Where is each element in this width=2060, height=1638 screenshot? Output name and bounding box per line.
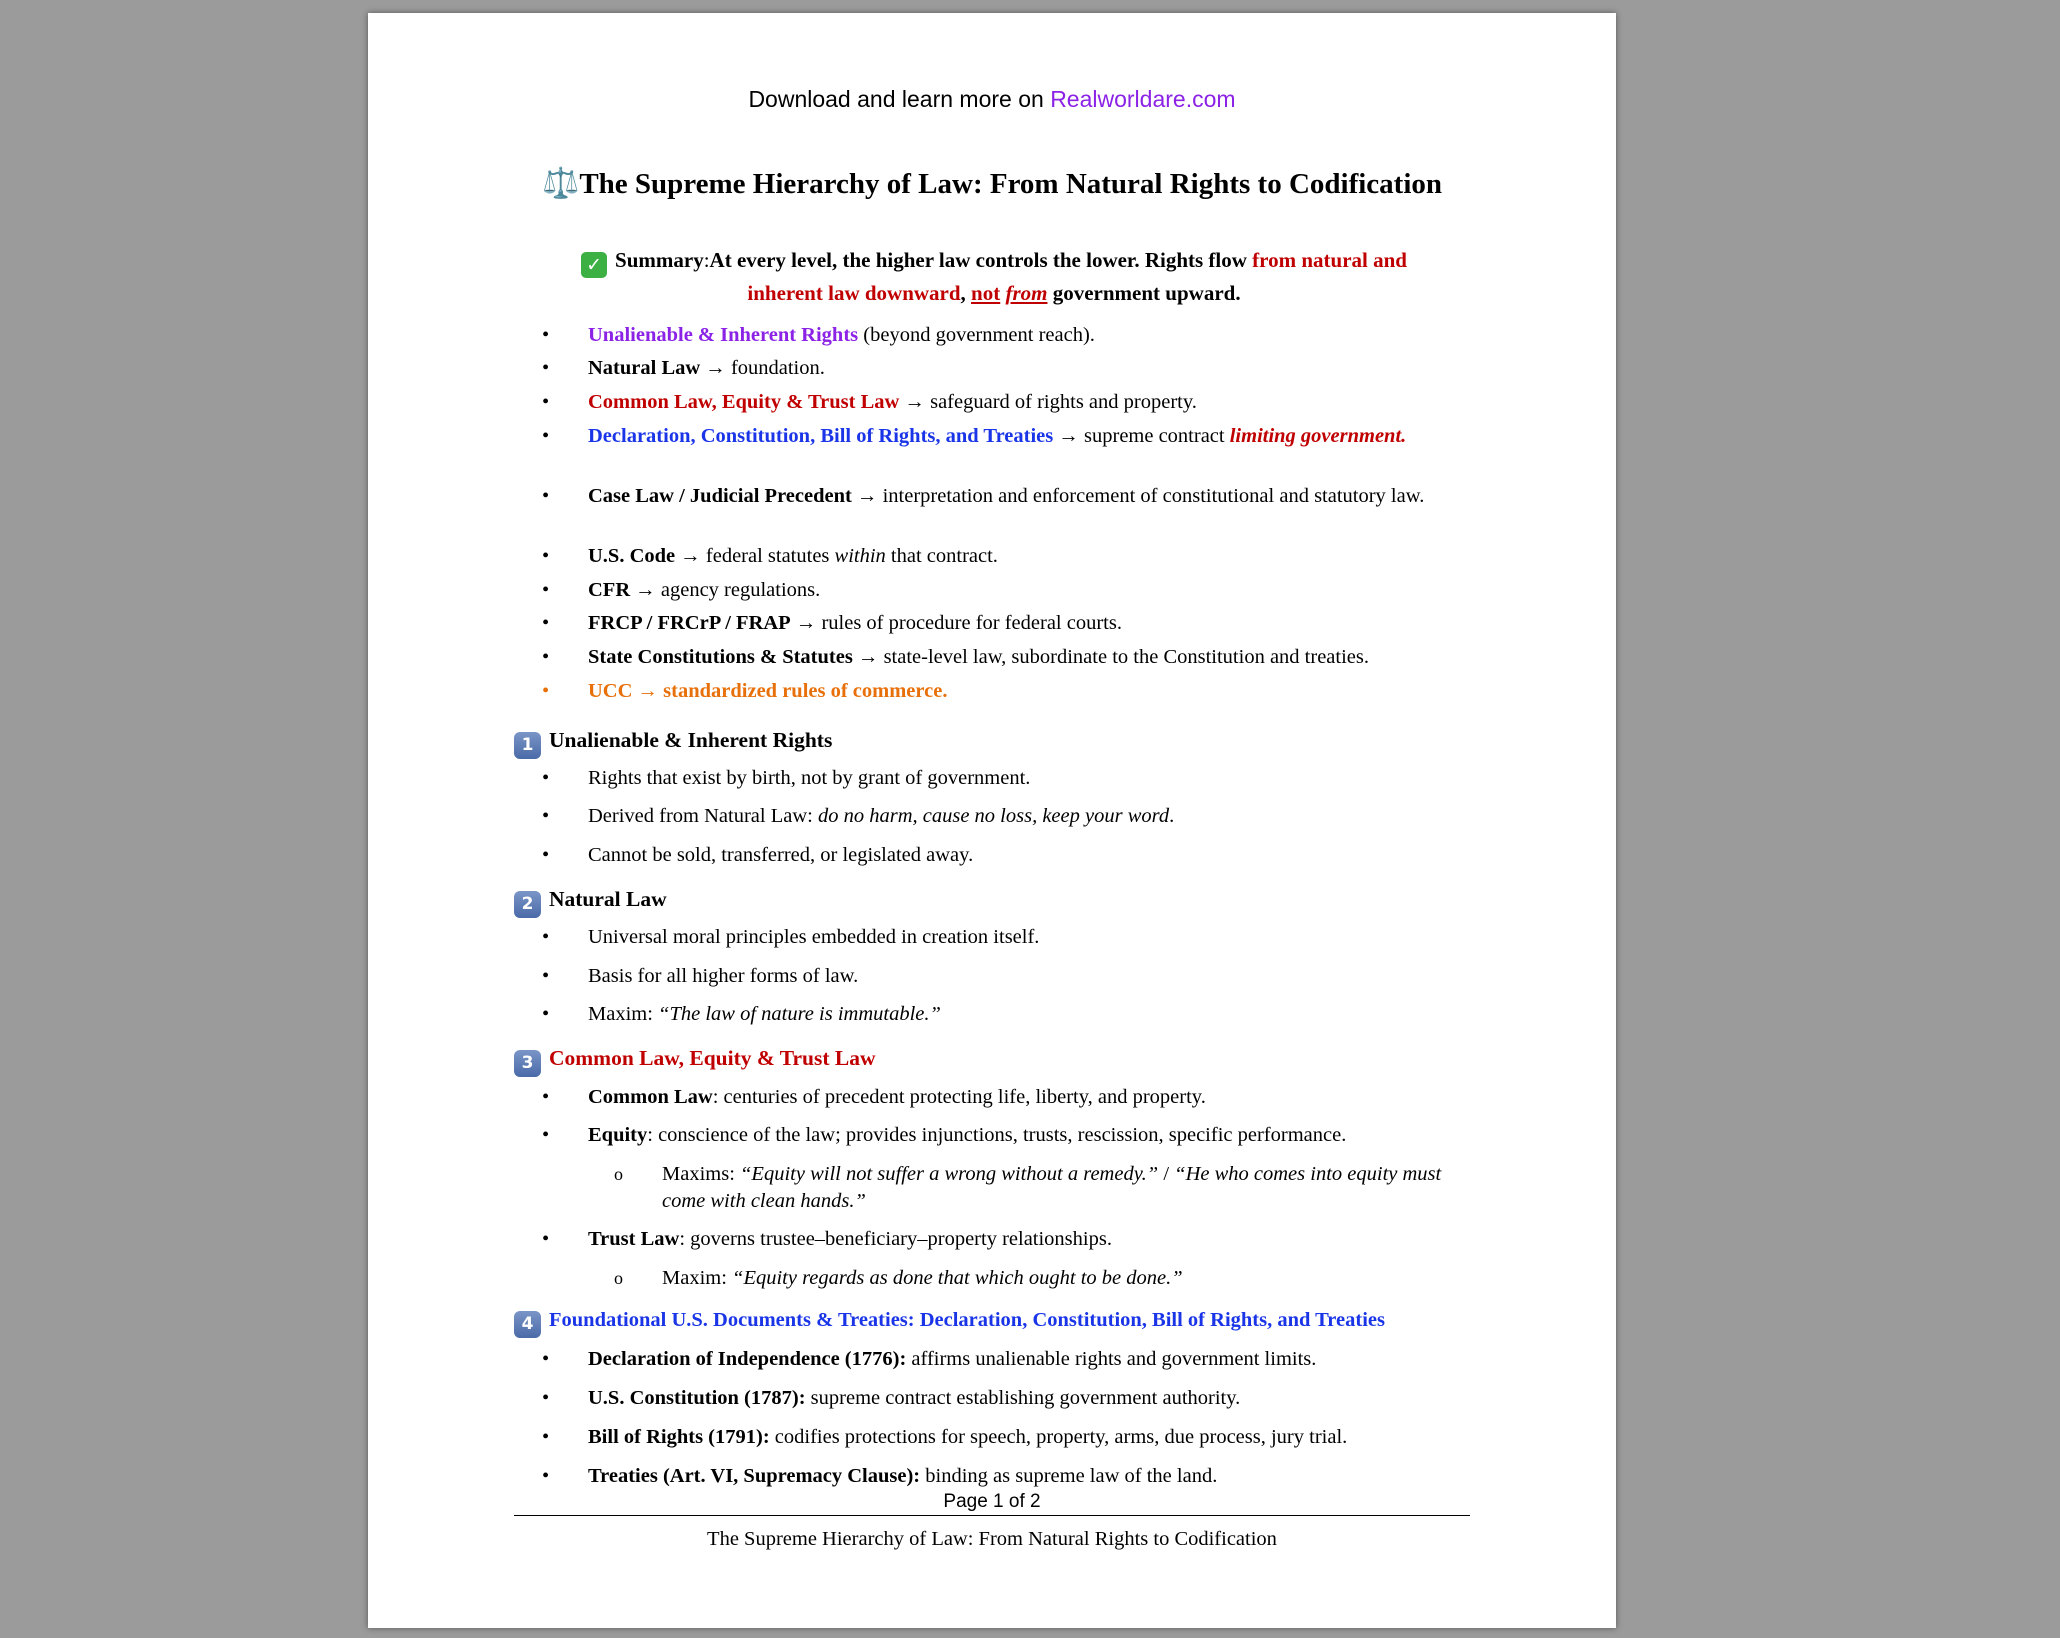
list-item (542, 963, 1468, 990)
list-item (542, 1122, 1468, 1149)
list-item (542, 765, 1468, 792)
list-item (542, 483, 1478, 510)
section-heading-4 (514, 1309, 1385, 1338)
list-item (542, 423, 1428, 450)
document-page (368, 13, 1616, 1628)
item-term: Bill of Rights (1791): (588, 1426, 770, 1448)
item-text: → federal statutes (675, 545, 835, 567)
item-text: affirms unalienable rights and government limits. (906, 1348, 1317, 1370)
list-item (542, 1385, 1468, 1412)
item-text: Universal moral principles embedded in creation itself. (588, 926, 1040, 948)
item-text: → rules of procedure for federal courts. (790, 612, 1122, 634)
list-item (542, 1463, 1468, 1490)
item-separator: / (1158, 1163, 1175, 1185)
summary-from: from (1005, 281, 1048, 305)
bullet-icon: • (542, 1003, 550, 1025)
list-item (542, 842, 1468, 869)
item-term: Unalienable & Inherent Rights (588, 324, 859, 346)
item-emphasis: “The law of nature is immutable.” (658, 1003, 941, 1025)
item-text: : centuries of precedent protecting life, liberty, and property. (712, 1086, 1206, 1108)
list-item (542, 803, 1468, 830)
item-term: Case Law / Judicial Precedent (588, 485, 852, 507)
page-number: Page 1 of 2 (943, 1491, 1041, 1512)
item-text-end: . (1169, 805, 1175, 827)
bullet-icon: • (542, 1228, 550, 1250)
item-term: U.S. Constitution (1787): (588, 1387, 806, 1409)
bullet-icon: • (542, 1086, 550, 1108)
bullet-icon: • (542, 1387, 550, 1409)
keycap-2-icon: 2 (514, 891, 541, 918)
item-term: Treaties (Art. VI, Supremacy Clause): (588, 1465, 921, 1487)
list-item (542, 644, 1478, 671)
list-item (542, 1226, 1468, 1253)
bullet-icon: • (542, 1124, 550, 1146)
item-term: Declaration, Constitution, Bill of Rights, and Treaties (588, 425, 1054, 447)
document-title (514, 166, 1470, 201)
item-term: State Constitutions & Statutes (588, 646, 853, 668)
list-item (542, 577, 1468, 604)
bullet-icon: • (542, 680, 550, 702)
bullet-icon: • (542, 1465, 550, 1487)
item-text: → state-level law, subordinate to the Constitution and treaties. (852, 646, 1369, 668)
item-text: : governs trustee–beneficiary–property relationships. (679, 1228, 1112, 1250)
item-text: (beyond government reach). (858, 324, 1095, 346)
bullet-icon: • (542, 357, 550, 379)
keycap-4-icon: 4 (514, 1311, 541, 1338)
item-term: Equity (588, 1124, 648, 1146)
bullet-icon: • (542, 579, 550, 601)
item-text: → foundation. (700, 357, 825, 379)
item-text: binding as supreme law of the land. (920, 1465, 1218, 1487)
keycap-1-icon: 1 (514, 732, 541, 759)
item-term: FRCP / FRCrP / FRAP (588, 612, 791, 634)
list-item (542, 1346, 1468, 1373)
item-text: → safeguard of rights and property. (899, 391, 1197, 413)
item-emphasis: within (834, 545, 886, 567)
bullet-icon: • (542, 425, 550, 447)
item-emphasis: limiting government. (1229, 425, 1407, 447)
bullet-icon: • (542, 1348, 550, 1370)
item-term: UCC → standardized rules of commerce. (588, 680, 948, 702)
keycap-3-icon: 3 (514, 1050, 541, 1077)
bullet-icon: • (542, 612, 550, 634)
item-text: → supreme contract (1053, 425, 1230, 447)
summary-end: government upward. (1047, 281, 1241, 305)
item-text: Maxim: (588, 1003, 659, 1025)
item-text: supreme contract establishing government authority. (805, 1387, 1241, 1409)
item-term: Common Law (588, 1086, 713, 1108)
check-mark-icon: ✓ (581, 252, 607, 278)
item-term: Common Law, Equity & Trust Law (588, 391, 900, 413)
bullet-icon: • (542, 324, 550, 346)
sub-bullet-icon: o (614, 1164, 623, 1184)
item-text: → agency regulations. (630, 579, 821, 601)
bullet-icon: • (542, 844, 550, 866)
item-text: Maxim: (662, 1267, 733, 1289)
list-item (542, 1084, 1468, 1111)
page-footer: The Supreme Hierarchy of Law: From Natural Rights to Codification (707, 1528, 1277, 1550)
item-term: CFR (588, 579, 631, 601)
bullet-icon: • (542, 965, 550, 987)
sub-bullet-icon: o (614, 1268, 623, 1288)
summary-highlight: from natural and inherent law downward (747, 248, 1407, 305)
download-text: Download and learn more on (748, 86, 1051, 112)
sub-list-item (614, 1161, 1472, 1215)
bullet-icon: • (542, 646, 550, 668)
bullet-icon: • (542, 1426, 550, 1448)
list-item (542, 1001, 1468, 1028)
list-item (542, 322, 1468, 349)
item-text: Basis for all higher forms of law. (588, 965, 859, 987)
summary (544, 245, 1444, 308)
bullet-icon: • (542, 805, 550, 827)
download-link[interactable]: Realworldare.com (1050, 86, 1236, 112)
section-heading-1 (514, 728, 832, 759)
item-text: codifies protections for speech, property, arms, due process, jury trial. (769, 1426, 1348, 1448)
item-emphasis-2: “He who comes into equity must come with clean hands.” (662, 1163, 1442, 1212)
bullet-icon: • (542, 545, 550, 567)
item-text: : conscience of the law; provides injunctions, trusts, rescission, specific performance. (647, 1124, 1347, 1146)
item-emphasis: do no harm, cause no loss, keep your word (817, 805, 1170, 827)
list-item (542, 543, 1468, 570)
item-text: Rights that exist by birth, not by grant of government. (588, 767, 1031, 789)
section-title: Natural Law (549, 887, 667, 911)
section-heading-2 (514, 887, 667, 918)
item-text: Maxims: (662, 1163, 741, 1185)
section-title: Unalienable & Inherent Rights (549, 728, 833, 752)
item-term: Trust Law (588, 1228, 680, 1250)
item-term: U.S. Code (588, 545, 676, 567)
bullet-icon: • (542, 926, 550, 948)
section-title: Common Law, Equity & Trust Law (549, 1046, 876, 1070)
bullet-icon: • (542, 391, 550, 413)
list-item (542, 389, 1468, 416)
list-item (542, 355, 1468, 382)
download-line (514, 86, 1470, 113)
list-item (542, 678, 1468, 705)
item-text: → interpretation and enforcement of constitutional and statutory law. (851, 485, 1425, 507)
item-text: Derived from Natural Law: (588, 805, 818, 827)
summary-colon: : (703, 248, 710, 272)
list-item (542, 1424, 1468, 1451)
sub-list-item (614, 1265, 1472, 1292)
item-text-end: that contract. (885, 545, 998, 567)
summary-label: Summary (615, 248, 704, 272)
item-term: Declaration of Independence (1776): (588, 1348, 907, 1370)
scales-icon: ⚖️ (541, 166, 580, 201)
bullet-icon: • (542, 767, 550, 789)
footer-divider (514, 1515, 1470, 1516)
item-emphasis: “Equity regards as done that which ought to be done.” (732, 1267, 1183, 1289)
item-term: Natural Law (588, 357, 701, 379)
summary-not: not (971, 281, 1001, 305)
summary-text: At every level, the higher law controls the lower. Rights flow (709, 248, 1253, 272)
list-item (542, 610, 1468, 637)
section-heading-3 (514, 1046, 876, 1077)
summary-comma: , (960, 281, 966, 305)
bullet-icon: • (542, 485, 550, 507)
title-text: The Supreme Hierarchy of Law: From Natural Rights to Codification (579, 168, 1443, 200)
section-title: Foundational U.S. Documents & Treaties: Declaration, Constitution, Bill of Rights, and Treaties (549, 1309, 1385, 1331)
item-emphasis: “Equity will not suffer a wrong without a remedy.” (740, 1163, 1159, 1185)
item-text: Cannot be sold, transferred, or legislated away. (588, 844, 974, 866)
list-item (542, 924, 1468, 951)
